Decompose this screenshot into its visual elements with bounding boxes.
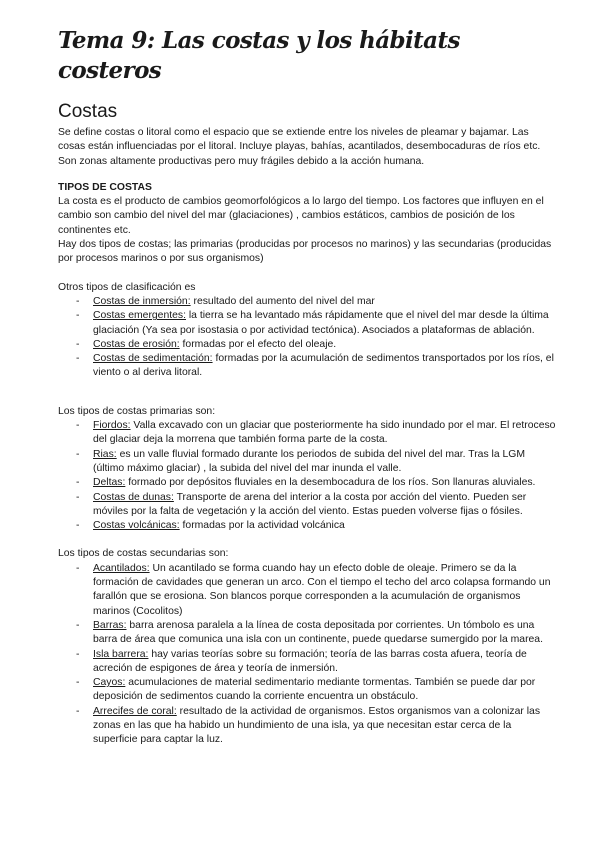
list-item-term: Cayos: — [93, 677, 126, 689]
list-item-text: la tierra se ha levantado más rápidamente que el nivel del mar desde la última glaciación (Ya sea por isostasia o por actividad tectónica). Asociados a plataformas de ablación. — [93, 310, 549, 336]
list-item — [93, 619, 556, 648]
list-item — [93, 338, 556, 352]
list-item — [93, 562, 556, 619]
list-item-term: Fiordos: — [93, 420, 131, 432]
list-item-text: Un acantilado se forma cuando hay un efecto doble de oleaje. Primero se da la formación de cavidades que generan un arco. Con el tiempo el techo del arco colapsa formando un farallón que se erosiona. Son blancos porque corresponden a la acumulación de organismos marinos (Cocolitos) — [93, 562, 551, 617]
list-item-term: Deltas: — [93, 477, 126, 489]
list-item-term: Costas de erosión: — [93, 338, 180, 350]
primarias-list — [58, 419, 556, 533]
list-item — [93, 309, 556, 338]
list-item-text: barra arenosa paralela a la línea de costa depositada por corrientes. Un tómbolo es una barra de área que comunica una isla con un continente, puede quedarse sumergido por la marea. — [93, 619, 543, 646]
list-item — [93, 519, 556, 533]
secundarias-list — [58, 562, 556, 748]
list-item-text: formadas por el efecto del oleaje. — [179, 338, 337, 350]
list-item-term: Acantilados: — [93, 562, 150, 574]
list-item-text: resultado de la actividad de organismos. Estos organismos van a colonizar las zonas en las que ha habido un hundimiento de una isla, ya que necesitan estar cerca de la superficie para captar la luz. — [93, 705, 541, 746]
list-item — [93, 491, 556, 520]
list-item-text: Valla excavado con un glaciar que posteriormente ha sido inundado por el mar. El retroceso del glaciar deja la morrena que también forma parte de la costa. — [93, 420, 556, 446]
list-item-text: formadas por la acumulación de sedimentos transportados por los ríos, el viento o al deriva litoral. — [93, 353, 554, 379]
list-item-term: Costas de dunas: — [93, 491, 174, 503]
list-item-text: acumulaciones de material sedimentario mediante tormentas. También se puede dar por deposición de sedimentos cuando la corriente encuentra un obstáculo. — [93, 677, 536, 703]
secundarias-intro: Los tipos de costas secundarias son: — [58, 548, 229, 560]
list-item-text: formado por depósitos fluviales en la desembocadura de los ríos. Son llanuras aluviales. — [125, 477, 536, 489]
list-item — [93, 419, 556, 448]
intro-paragraph: Se define costas o litoral como el espacio que se extiende entre los niveles de pleamar y bajamar. Las cosas están influenciadas por el litoral. Incluye playas, bahías, acantilados, desembocaduras de ríos etc. Son zonas altamente productivas pero muy frágiles debido a la acción humana. — [58, 127, 541, 167]
list-item-term: Costas de inmersión: — [93, 295, 191, 307]
list-item — [93, 295, 556, 309]
list-item — [93, 448, 556, 477]
list-item-term: Arrecifes de coral: — [93, 705, 177, 717]
list-item-term: Isla barrera: — [93, 648, 149, 660]
list-item-text: formadas por la actividad volcánica — [179, 520, 345, 532]
list-item — [93, 476, 556, 490]
list-item-text: Transporte de arena del interior a la costa por acción del viento. Pueden ser móviles por la falta de vegetación y la acción del viento. Estas pueden volverse fijas o fósiles. — [93, 491, 527, 517]
list-item-term: Costas de sedimentación: — [93, 353, 213, 365]
list-item — [93, 676, 556, 705]
list-item-text: hay varias teorías sobre su formación; teoría de las barras costa afuera, teoría de acreción de espigones de área y teoría de inmersión. — [93, 648, 527, 674]
tipos-heading: TIPOS DE COSTAS — [58, 181, 152, 193]
list-item-text: es un valle fluvial formado durante los periodos de subida del nivel del mar. Tras la LGM (último máximo glaciar) , la subida del nivel del mar inunda el valle. — [93, 448, 526, 474]
list-item-term: Barras: — [93, 619, 127, 631]
list-item — [93, 352, 556, 381]
otros-intro: Otros tipos de clasificación es — [58, 281, 196, 293]
primarias-intro: Los tipos de costas primarias son: — [58, 405, 216, 417]
list-item — [93, 648, 556, 677]
list-item — [93, 705, 556, 748]
section-heading-costas: Costas — [58, 101, 118, 122]
tipos-paragraph-2: Hay dos tipos de costas; las primarias (producidas por procesos no marinos) y las secundarias (producidas por procesos marinos o por sus organismos) — [58, 239, 552, 265]
list-item-term: Rias: — [93, 448, 117, 460]
tipos-paragraph-1: La costa es el producto de cambios geomorfológicos a lo largo del tiempo. Los factores que influyen en el cambio son cambio del nivel del mar (glaciaciones) , cambios estáticos, cambios de posición de los continentes etc. — [58, 196, 544, 236]
page-title: Tema 9: Las costas y los hábitats costeros — [58, 27, 460, 84]
otros-list — [58, 295, 556, 381]
list-item-text: resultado del aumento del nivel del mar — [190, 295, 375, 307]
list-item-term: Costas volcánicas: — [93, 520, 180, 532]
list-item-term: Costas emergentes: — [93, 310, 186, 322]
